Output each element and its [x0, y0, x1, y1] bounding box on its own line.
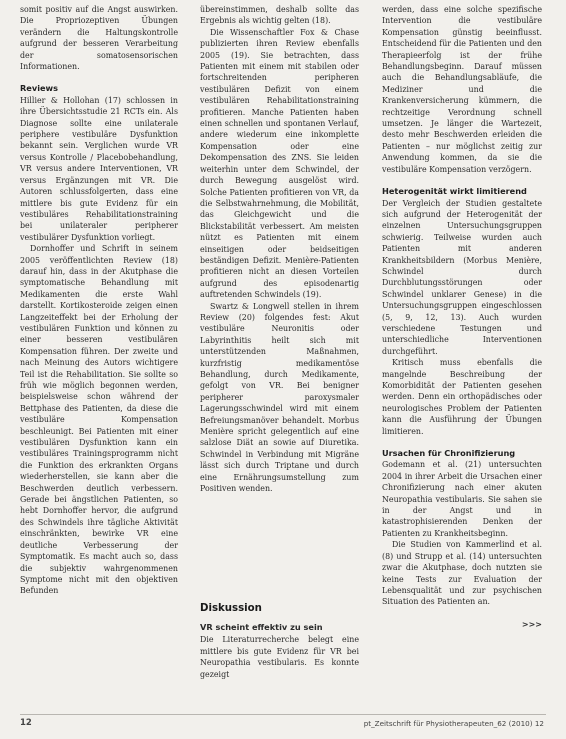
reviews-heading: Reviews	[20, 83, 58, 94]
text-column-middle	[200, 4, 359, 494]
middle-paragraph-2: Die Wissenschaftler Fox & Chase publizierten ihren Review ebenfalls 2005 (19). Sie betrachten, dass Patienten mit einem mit stabilen oder fortschreitenden peripheren vestibulären Defizit von einem vestibulären Rehabilitationstraining profitieren. Manche Patienten haben einen schnellen und spontanen Verlauf, andere wiederum eine inkomplette Kompensation oder eine Dekompensation des ZNS. Sie leiden weiterhin unter dem Schwindel, der durch Bewegung ausgelöst wird. Solche Patienten profitieren von VR, da die Selbstwahrnehmung, die Mobilität, das Gleichgewicht und die Blickstabilität verbessert. Am meisten nützt es Patienten mit einem einseitigen oder beidseitigen beständigen Defizit. Menière-Patienten profitieren nicht an diesen Vorteilen aufgrund des episodenartig auftretenden Schwindels (19).	[200, 27, 359, 300]
intro-paragraph: somit positiv auf die Angst auswirken. Die Propriozeptiven Übungen verändern die Haltungskontrolle aufgrund der besseren Verarbeitung der somatosensorischen Informationen.	[20, 5, 178, 72]
text-column-right	[382, 4, 542, 608]
heterogeneity-paragraph-1: Der Vergleich der Studien gestaltete sich aufgrund der Heterogenität der einzelnen Untersuchungsgruppen schwierig. Teilweise wurden auch Patienten mit anderen Krankheitsbildern (Morbus Menière, Schwindel durch Durchblutungsstörungen oder Schwindel unklarer Genese) in die Untersuchungsgruppen eingeschlossen (5, 9, 12, 13). Auch wurden verschiedene Testungen und unterschiedliche Interventionen durchgeführt.	[382, 198, 542, 356]
heterogeneity-paragraph-2: Kritisch muss ebenfalls die mangelnde Beschreibung der Komorbidität der Patienten gesehen werden. Denn ein orthopädisches oder neurologisches Problem der Patienten kann die Ausführung der Übungen limitieren.	[382, 358, 542, 436]
text-column-left	[20, 4, 178, 597]
discussion-section	[200, 602, 359, 680]
discussion-paragraph: Die Literaturrecherche belegt eine mittlere bis gute Evidenz für VR bei Neuropathia vestibularis. Es konnte gezeigt	[200, 635, 359, 679]
footer-rule	[20, 714, 546, 715]
chronification-paragraph-2: Die Studien von Kammerlind et al. (8) und Strupp et al. (14) untersuchten zwar die Akutphase, doch nutzten sie keine Tests zur Evaluation der Lebensqualität und zur psychischen Situation des Patienten an.	[382, 540, 542, 607]
middle-paragraph-3: Swartz & Longwell stellen in ihrem Review (20) folgendes fest: Akut vestibuläre Neuronitis oder Labyrinthitis heilt sich mit unterstützenden Maßnahmen, kurzfristig medikamentöse Behandlung, durch Medikamente, gefolgt von VR. Bei benigner peripherer paroxysmaler Lagerungsschwindel wird mit einem Befreiungsmanöver behandelt. Morbus Menière spricht gelegentlich auf eine salzlose Diät an sowie auf Diuretika. Schwindel in Verbindung mit Migräne lässt sich durch Triptane und durch eine Ernährungsumstellung zum Positiven wenden.	[200, 301, 359, 494]
reviews-paragraph-1: Hillier & Hollohan (17) schlossen in ihre Übersichtsstudie 21 RCTs ein. Als Diagnose sollte eine unilaterale periphere vestibuläre Dysfunktion bekannt sein. Verglichen wurde VR versus Kontrolle / Placebobehandlung, VR versus andere Interventionen, VR versus Ergänzungen mit VR. Die Autoren schlussfolgerten, dass eine mittlere bis gute Evidenz für ein vestibuläres Rehabilitationstraining bei unilateraler peripherer vestibulärer Dysfunktion vorliegt.	[20, 95, 178, 242]
discussion-subheading: VR scheint effektiv zu sein	[200, 622, 323, 632]
right-paragraph-1: werden, dass eine solche spezifische Intervention die vestibuläre Kompensation günstig beeinflusst. Entscheidend für die Patienten und den Therapieerfolg ist der frühe Behandlungsbeginn. Darauf müssen auch die Behandlungsabläufe, die Mediziner und die Krankenversicherung kümmern, die rechtzeitige Verordnung schnell umsetzen. Je länger die Wartezeit, desto mehr Beschwerden erleiden die Patienten – nur möglichst zeitig zur Anwendung kommen, da sie die vestibuläre Kompensation verzögern.	[382, 5, 542, 174]
heterogeneity-heading: Heterogenität wirkt limitierend	[382, 186, 527, 197]
discussion-heading: Diskussion	[200, 603, 262, 614]
page-number: 12	[20, 718, 32, 728]
chronification-heading: Ursachen für Chronifizierung	[382, 448, 516, 459]
middle-paragraph-1: übereinstimmen, deshalb sollte das Ergebnis als wichtig gelten (18).	[200, 5, 359, 26]
journal-citation: pt_Zeitschrift für Physiotherapeuten_62 (2010) 12	[363, 719, 544, 728]
continue-arrow: >>>	[521, 620, 542, 629]
reviews-paragraph-2: Dornhoffer und Schrift in seinem 2005 veröffentlichten Review (18) darauf hin, dass in der Akutphase die symptomatische Behandlung mit Medikamenten die erste Wahl darstellt. Kortikosteroide zeigen einen Langzeiteffekt bei der Erholung der vestibulären Funktion und können zu einer besseren vestibulären Kompensation führen. Der zweite und nach Meinung des Autors wichtigere Teil ist die Rehabilitation. Sie sollte so früh wie möglich begonnen werden, beispielsweise schon während der Bettphase des Patienten, da diese die vestibuläre Kompensation beschleunigt. Bei Patienten mit einer vestibulären Dysfunktion kann ein vestibuläres Trainingsprogramm nicht die Funktion des erkrankten Organs wiederherstellen, sie kann aber die Beschwerden deutlich verbessern. Gerade bei ängstlichen Patienten, so hebt Dornhoffer hervor, die aufgrund des Schwindels ihre tägliche Aktivität einschränkten, bewirke VR eine deutliche Verbesserung der Symptomatik. Es macht auch so, dass die subjektiv wahrgenommenen Symptome nicht mit den objektiven Befunden	[20, 244, 178, 596]
chronification-paragraph-1: Godemann et al. (21) untersuchten 2004 in ihrer Arbeit die Ursachen einer Chronifizierung nach einer akuten Neuropathia vestibularis. Sie sahen sie in der Angst und in katastrophisierenden Denken der Patienten zu Krankheitsbeginn.	[382, 460, 542, 538]
page-footer	[0, 714, 566, 730]
